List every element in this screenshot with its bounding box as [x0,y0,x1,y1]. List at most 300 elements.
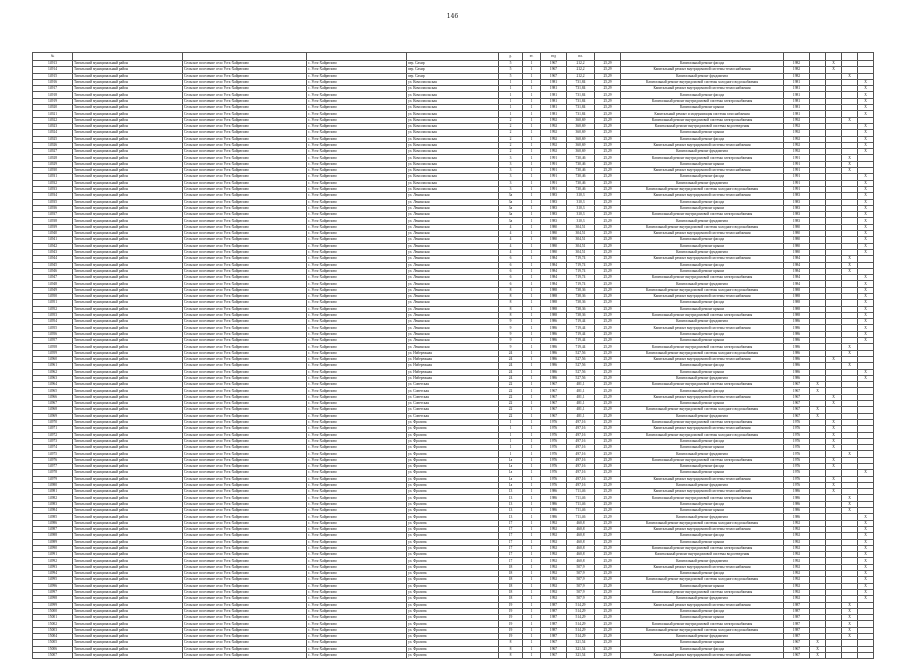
locality-cell: с. Усть-Хайрюзово [307,558,407,564]
district-cell: Тигильский муниципальный район [73,621,183,627]
floors-cell: 1 [523,558,541,564]
locality-cell: с. Усть-Хайрюзово [307,501,407,507]
work-type-cell: Капитальный ремонт внутридомовой системы теплоснабжения [621,476,784,482]
house-cell: 8 [499,646,523,652]
period-mark-4-cell: X [858,306,874,312]
street-cell: ул. Фролова [407,627,499,633]
area-cell: 212,2 [567,67,595,73]
period-mark-4-cell: X [858,186,874,192]
street-cell: ул. Фролова [407,464,499,470]
street-cell: ул. Ленинская [407,281,499,287]
rate-cell: 25,29 [595,130,621,136]
build-year-cell: 1988 [541,287,567,293]
locality-cell: с. Усть-Хайрюзово [307,199,407,205]
area-cell: 460,8 [567,539,595,545]
floors-cell: 1 [523,552,541,558]
settlement-municipality-cell: Сельское поселение село Усть-Хайрюзово [183,168,307,174]
floors-cell: 1 [523,149,541,155]
work-type-cell: Капитальный ремонт внутридомовой системы холодного водоснабжения [621,407,784,413]
row-number-cell: 14924 [33,130,73,136]
row-number-cell: 14916 [33,79,73,85]
rate-cell: 25,29 [595,526,621,532]
district-cell: Тигильский муниципальный район [73,149,183,155]
street-cell: ул. Ленинская [407,338,499,344]
rate-cell: 25,29 [595,375,621,381]
plan-year-cell: 1986 [784,375,810,381]
floors-cell: 1 [523,564,541,570]
plan-year-cell: 1967 [784,652,810,658]
period-mark-4-cell: X [858,331,874,337]
locality-cell: с. Усть-Хайрюзово [307,123,407,129]
row-number-cell: 14934 [33,193,73,199]
district-cell: Тигильский муниципальный район [73,168,183,174]
settlement-municipality-cell: Сельское поселение село Усть-Хайрюзово [183,526,307,532]
period-mark-4-cell: X [858,369,874,375]
locality-cell: с. Усть-Хайрюзово [307,451,407,457]
plan-year-cell: 1992 [784,558,810,564]
street-cell: ул. Ленинская [407,243,499,249]
period-mark-4-cell: X [858,571,874,577]
row-number-cell: 14988 [33,533,73,539]
period-mark-4-cell: X [858,142,874,148]
area-cell: 731,84 [567,98,595,104]
house-cell: 17 [499,520,523,526]
floors-cell: 1 [523,306,541,312]
house-cell: 4 [499,224,523,230]
build-year-cell: 1976 [541,470,567,476]
locality-cell: с. Усть-Хайрюзово [307,464,407,470]
floors-cell: 1 [523,312,541,318]
rate-cell: 25,29 [595,552,621,558]
street-cell: ул. Ленинская [407,325,499,331]
settlement-municipality-cell: Сельское поселение село Усть-Хайрюзово [183,514,307,520]
locality-cell: с. Усть-Хайрюзово [307,571,407,577]
period-mark-4-cell: X [858,520,874,526]
district-cell: Тигильский муниципальный район [73,545,183,551]
locality-cell: с. Усть-Хайрюзово [307,130,407,136]
work-type-cell: Капитальный ремонт внутридомовой системы теплоснабжения [621,652,784,658]
rate-cell: 25,29 [595,545,621,551]
settlement-municipality-cell: Сельское поселение село Усть-Хайрюзово [183,161,307,167]
work-type-cell: Капитальный ремонт внутридомовой системы теплоснабжения [621,193,784,199]
district-cell: Тигильский муниципальный район [73,640,183,646]
district-cell: Тигильский муниципальный район [73,92,183,98]
row-number-cell: 14972 [33,432,73,438]
settlement-municipality-cell: Сельское поселение село Усть-Хайрюзово [183,86,307,92]
rate-cell: 25,29 [595,646,621,652]
work-type-cell: Капитальный ремонт крыши [621,161,784,167]
row-number-cell: 14986 [33,520,73,526]
area-cell: 719,74 [567,256,595,262]
settlement-municipality-cell: Сельское поселение село Усть-Хайрюзово [183,287,307,293]
build-year-cell: 1992 [541,123,567,129]
street-cell: ул. Фролова [407,419,499,425]
period-mark-4-cell: X [858,243,874,249]
street-cell: ул. Фролова [407,564,499,570]
floors-cell: 1 [523,249,541,255]
work-type-cell: Капитальный ремонт внутридомовой системы теплоснабжения [621,231,784,237]
work-type-cell: Капитальный ремонт крыши [621,539,784,545]
period-mark-3-cell: X [842,508,858,514]
house-cell: 18 [499,589,523,595]
area-cell: 507,9 [567,583,595,589]
period-mark-4-cell: X [858,105,874,111]
settlement-municipality-cell: Сельское поселение село Усть-Хайрюзово [183,67,307,73]
plan-year-cell: 1986 [784,363,810,369]
build-year-cell: 1992 [541,142,567,148]
street-cell: ул. Ленинская [407,231,499,237]
rate-cell: 25,29 [595,470,621,476]
house-cell: 4 [499,249,523,255]
rate-cell: 25,29 [595,180,621,186]
district-cell: Тигильский муниципальный район [73,136,183,142]
locality-cell: с. Усть-Хайрюзово [307,186,407,192]
house-cell: 3а [499,199,523,205]
house-cell: 13 [499,495,523,501]
plan-year-cell: 1980 [784,249,810,255]
settlement-municipality-cell: Сельское поселение село Усть-Хайрюзово [183,193,307,199]
house-cell: 5 [499,73,523,79]
street-cell: ул. Фролова [407,539,499,545]
period-mark-2-cell: X [826,67,842,73]
street-cell: ул. Фролова [407,583,499,589]
rate-cell: 25,29 [595,615,621,621]
house-cell: 17 [499,545,523,551]
floors-cell: 1 [523,92,541,98]
area-cell: 310,3 [567,199,595,205]
build-year-cell: 1983 [541,205,567,211]
build-year-cell: 1967 [541,407,567,413]
district-cell: Тигильский муниципальный район [73,218,183,224]
area-cell: 514,29 [567,602,595,608]
locality-cell: с. Усть-Хайрюзово [307,161,407,167]
plan-year-cell: 1992 [784,520,810,526]
locality-cell: с. Усть-Хайрюзово [307,589,407,595]
plan-year-cell: 1987 [784,627,810,633]
row-number-cell: 14941 [33,237,73,243]
plan-year-cell: 1992 [784,552,810,558]
district-cell: Тигильский муниципальный район [73,514,183,520]
area-cell: 731,84 [567,92,595,98]
work-type-cell: Капитальный ремонт крыши [621,306,784,312]
street-cell: ул. Фролова [407,608,499,614]
area-cell: 514,29 [567,634,595,640]
row-number-cell: 14950 [33,293,73,299]
period-mark-4-cell: X [858,79,874,85]
rate-cell: 25,29 [595,344,621,350]
settlement-municipality-cell: Сельское поселение село Усть-Хайрюзово [183,149,307,155]
settlement-municipality-cell: Сельское поселение село Усть-Хайрюзово [183,180,307,186]
row-number-cell: 15000 [33,608,73,614]
build-year-cell: 1986 [541,350,567,356]
house-cell: 24 [499,363,523,369]
rate-cell: 25,29 [595,401,621,407]
street-cell: ул. Советская [407,407,499,413]
district-cell: Тигильский муниципальный район [73,300,183,306]
floors-cell: 1 [523,73,541,79]
district-cell: Тигильский муниципальный район [73,652,183,658]
area-cell: 460,8 [567,520,595,526]
plan-year-cell: 1987 [784,602,810,608]
street-cell: ул. Ленинская [407,249,499,255]
house-cell: 1 [499,451,523,457]
period-mark-2-cell: X [826,489,842,495]
district-cell: Тигильский муниципальный район [73,533,183,539]
rate-cell: 25,29 [595,621,621,627]
settlement-municipality-cell: Сельское поселение село Усть-Хайрюзово [183,495,307,501]
row-number-cell: 15001 [33,615,73,621]
plan-year-cell: 1984 [784,281,810,287]
period-mark-2-cell: X [826,438,842,444]
plan-year-cell: 1992 [784,545,810,551]
locality-cell: с. Усть-Хайрюзово [307,293,407,299]
work-type-cell: Капитальный ремонт фасада [621,136,784,142]
locality-cell: с. Усть-Хайрюзово [307,287,407,293]
district-cell: Тигильский муниципальный район [73,325,183,331]
district-cell: Тигильский муниципальный район [73,73,183,79]
settlement-municipality-cell: Сельское поселение село Усть-Хайрюзово [183,92,307,98]
work-type-cell: Капитальный ремонт фундамента [621,73,784,79]
build-year-cell: 1986 [541,325,567,331]
work-type-cell: Капитальный ремонт внутридомовой системы теплоснабжения [621,325,784,331]
plan-year-cell: 1984 [784,256,810,262]
area-cell: 212,2 [567,73,595,79]
work-type-cell: Капитальный ремонт крыши [621,243,784,249]
row-number-cell: 14946 [33,268,73,274]
district-cell: Тигильский муниципальный район [73,552,183,558]
rate-cell: 25,29 [595,218,621,224]
settlement-municipality-cell: Сельское поселение село Усть-Хайрюзово [183,388,307,394]
house-cell: 3а [499,193,523,199]
work-type-cell: Капитальный ремонт внутридомовой системы электроснабжения [621,545,784,551]
floors-cell: 1 [523,526,541,532]
settlement-municipality-cell: Сельское поселение село Усть-Хайрюзово [183,281,307,287]
area-cell: 719,44 [567,319,595,325]
row-number-cell: 14996 [33,583,73,589]
row-number-cell: 14979 [33,476,73,482]
locality-cell: с. Усть-Хайрюзово [307,419,407,425]
work-type-cell: Капитальный ремонт внутридомовой системы электроснабжения [621,312,784,318]
work-type-cell: Капитальный ремонт крыши [621,105,784,111]
period-mark-2-cell: X [826,394,842,400]
rate-cell: 25,29 [595,249,621,255]
district-cell: Тигильский муниципальный район [73,508,183,514]
build-year-cell: 1976 [541,482,567,488]
locality-cell: с. Усть-Хайрюзово [307,426,407,432]
floors-cell: 1 [523,640,541,646]
house-cell: 8 [499,287,523,293]
period-mark-3-cell: X [842,451,858,457]
district-cell: Тигильский муниципальный район [73,520,183,526]
floors-cell: 1 [523,545,541,551]
rate-cell: 25,29 [595,627,621,633]
locality-cell: с. Усть-Хайрюзово [307,564,407,570]
locality-cell: с. Усть-Хайрюзово [307,117,407,123]
house-cell: 3 [499,180,523,186]
district-cell: Тигильский муниципальный район [73,249,183,255]
build-year-cell: 1967 [541,401,567,407]
locality-cell: с. Усть-Хайрюзово [307,545,407,551]
plan-year-cell: 1991 [784,180,810,186]
build-year-cell: 1976 [541,419,567,425]
rate-cell: 25,29 [595,331,621,337]
build-year-cell: 1988 [541,306,567,312]
work-type-cell: Капитальный ремонт внутридомовой системы электроснабжения [621,495,784,501]
rate-cell: 25,29 [595,92,621,98]
period-mark-3-cell: X [842,268,858,274]
house-cell: 8 [499,652,523,658]
row-number-cell: 14984 [33,508,73,514]
work-type-cell: Капитальный ремонт фундамента [621,596,784,602]
settlement-municipality-cell: Сельское поселение село Усть-Хайрюзово [183,375,307,381]
plan-year-cell: 1992 [784,533,810,539]
build-year-cell: 1991 [541,161,567,167]
plan-year-cell: 1992 [784,571,810,577]
build-year-cell: 1967 [541,646,567,652]
floors-cell: 1 [523,602,541,608]
district-cell: Тигильский муниципальный район [73,199,183,205]
district-cell: Тигильский муниципальный район [73,205,183,211]
floors-cell: 1 [523,350,541,356]
street-cell: ул. Фролова [407,589,499,595]
work-type-cell: Капитальный ремонт фундамента [621,218,784,224]
period-mark-4-cell: X [858,275,874,281]
build-year-cell: 1992 [541,577,567,583]
work-type-cell: Капитальный ремонт внутридомовой системы холодного водоснабжения [621,577,784,583]
locality-cell: с. Усть-Хайрюзово [307,539,407,545]
period-mark-2-cell: X [826,457,842,463]
street-cell: ул. Фролова [407,533,499,539]
locality-cell: с. Усть-Хайрюзово [307,256,407,262]
settlement-municipality-cell: Сельское поселение село Усть-Хайрюзово [183,413,307,419]
build-year-cell: 1981 [541,92,567,98]
plan-year-cell: 1980 [784,224,810,230]
plan-year-cell: 1976 [784,432,810,438]
row-number-cell: 14961 [33,363,73,369]
area-cell: 497,16 [567,419,595,425]
rate-cell: 25,29 [595,520,621,526]
build-year-cell: 1980 [541,231,567,237]
period-mark-3-cell [842,652,858,658]
area-cell: 711,46 [567,495,595,501]
period-mark-4-cell: X [858,180,874,186]
build-year-cell: 1988 [541,300,567,306]
district-cell: Тигильский муниципальный район [73,268,183,274]
street-cell: ул. Комсомольская [407,186,499,192]
house-cell: 1а [499,470,523,476]
area-cell: 507,9 [567,571,595,577]
plan-year-cell: 1992 [784,526,810,532]
work-type-cell: Капитальный ремонт внутридомовой системы электроснабжения [621,344,784,350]
house-cell: 6 [499,262,523,268]
house-cell: 18 [499,564,523,570]
header-cell: год [541,53,567,61]
area-cell: 711,46 [567,508,595,514]
row-number-cell: 14965 [33,388,73,394]
area-cell: 304,51 [567,224,595,230]
build-year-cell: 1992 [541,149,567,155]
house-cell: 3а [499,212,523,218]
street-cell: ул. Комсомольская [407,161,499,167]
row-number-cell: 14933 [33,186,73,192]
rate-cell: 25,29 [595,432,621,438]
locality-cell: с. Усть-Хайрюзово [307,394,407,400]
settlement-municipality-cell: Сельское поселение село Усть-Хайрюзово [183,155,307,161]
rate-cell: 25,29 [595,438,621,444]
street-cell: ул. Фролова [407,621,499,627]
locality-cell: с. Усть-Хайрюзово [307,325,407,331]
street-cell: пер. Сахир [407,73,499,79]
house-cell: 17 [499,526,523,532]
floors-cell: 1 [523,608,541,614]
rate-cell: 25,29 [595,388,621,394]
period-mark-4-cell: X [858,218,874,224]
settlement-municipality-cell: Сельское поселение село Усть-Хайрюзово [183,275,307,281]
rate-cell: 25,29 [595,457,621,463]
work-type-cell: Капитальный ремонт фасада [621,533,784,539]
plan-year-cell: 1967 [784,646,810,652]
period-mark-2-cell: X [826,426,842,432]
rate-cell: 25,29 [595,464,621,470]
floors-cell: 1 [523,268,541,274]
row-number-cell: 15006 [33,646,73,652]
work-type-cell: Капитальный ремонт внутридомовой системы водоотведения [621,123,784,129]
house-cell: 1а [499,457,523,463]
plan-year-cell: 1986 [784,495,810,501]
area-cell: 719,44 [567,325,595,331]
settlement-municipality-cell: Сельское поселение село Усть-Хайрюзово [183,407,307,413]
work-type-cell: Капитальный ремонт внутридомовой системы холодного водоснабжения [621,224,784,230]
house-cell: 17 [499,533,523,539]
rate-cell: 25,29 [595,564,621,570]
street-cell: ул. Фролова [407,520,499,526]
settlement-municipality-cell: Сельское поселение село Усть-Хайрюзово [183,262,307,268]
work-type-cell: Капитальный ремонт фасада [621,571,784,577]
period-mark-1-cell: X [810,388,826,394]
row-number-cell: 14954 [33,319,73,325]
row-number-cell: 14949 [33,287,73,293]
period-mark-2-cell: X [826,61,842,67]
house-cell: 2 [499,117,523,123]
district-cell: Тигильский муниципальный район [73,470,183,476]
row-number-cell: 14966 [33,394,73,400]
street-cell: ул. Набережная [407,356,499,362]
area-cell: 304,51 [567,249,595,255]
build-year-cell: 1986 [541,319,567,325]
district-cell: Тигильский муниципальный район [73,407,183,413]
build-year-cell: 1988 [541,312,567,318]
house-cell: 1 [499,79,523,85]
settlement-municipality-cell: Сельское поселение село Усть-Хайрюзово [183,464,307,470]
plan-year-cell: 1976 [784,482,810,488]
street-cell: ул. Ленинская [407,212,499,218]
street-cell: ул. Комсомольская [407,180,499,186]
locality-cell: с. Усть-Хайрюзово [307,249,407,255]
area-cell: 460,8 [567,558,595,564]
floors-cell: 1 [523,325,541,331]
row-number-cell: 14917 [33,86,73,92]
header-cell [73,53,183,61]
build-year-cell: 1991 [541,168,567,174]
area-cell: 719,74 [567,275,595,281]
row-number-cell: 14952 [33,306,73,312]
rate-cell: 25,29 [595,86,621,92]
period-mark-4-cell: X [858,231,874,237]
area-cell: 497,16 [567,470,595,476]
area-cell: 310,3 [567,212,595,218]
floors-cell: 1 [523,615,541,621]
locality-cell: с. Усть-Хайрюзово [307,552,407,558]
